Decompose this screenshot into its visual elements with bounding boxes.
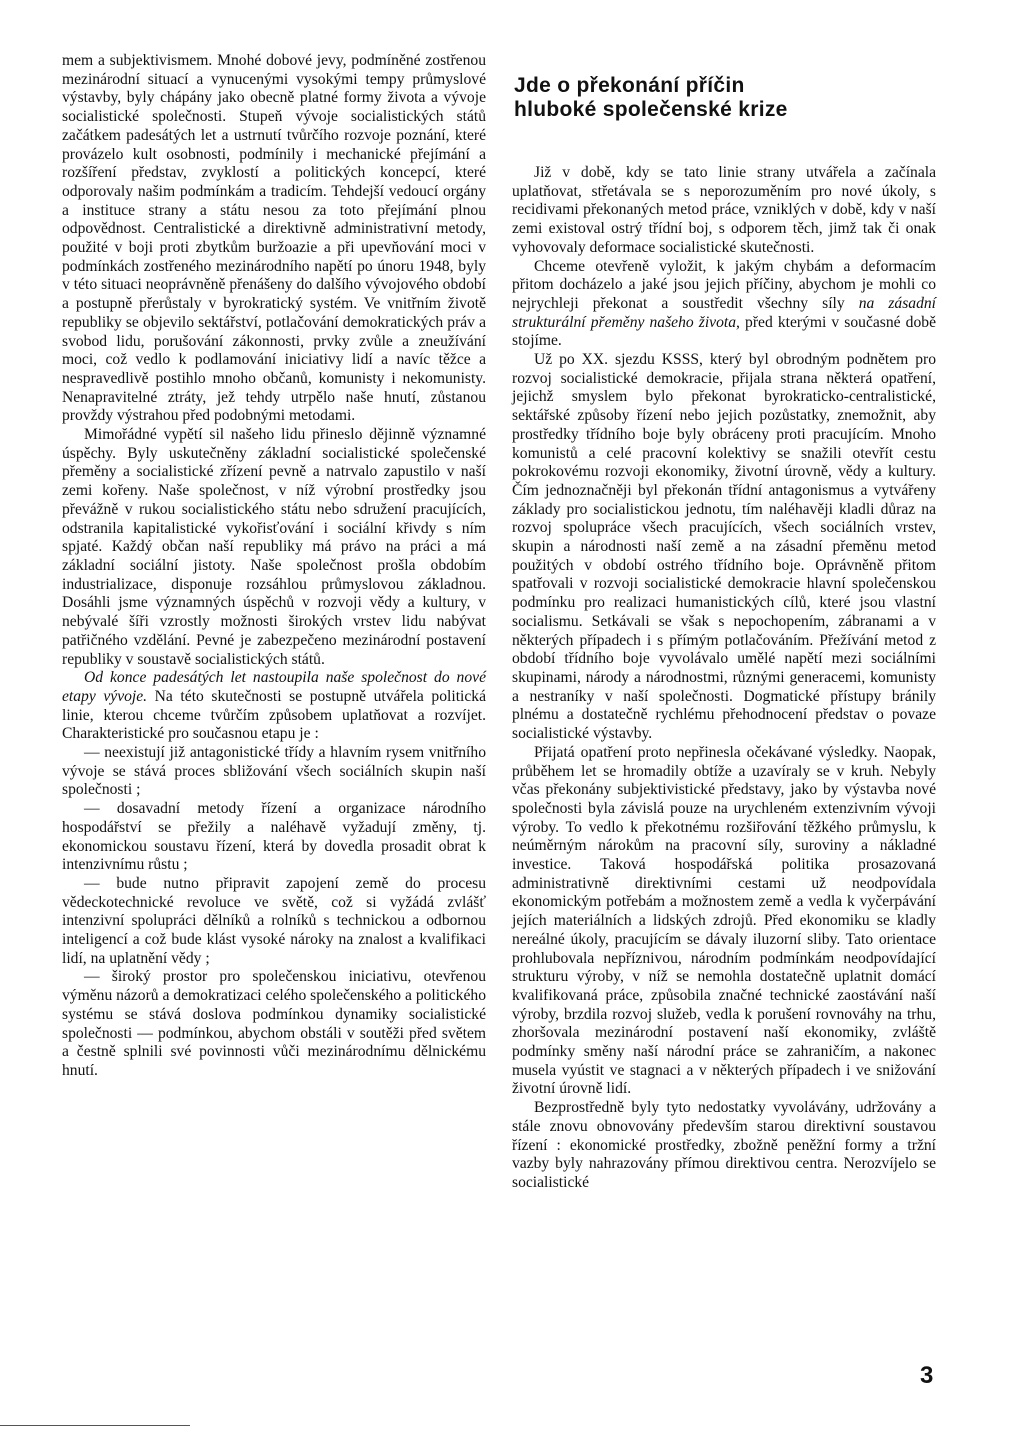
list-item: — dosavadní metody řízení a organizace národního hospodářství se přežily a naléhavě vyžadují změny, tj. ekonomickou soustavu řízení, která by dovedla prosadit obrat k intenzivnímu růstu ; — [62, 800, 486, 874]
left-column — [62, 52, 486, 1081]
paragraph-text: před kterými v současné době stojíme. — [512, 313, 936, 350]
section-heading-line: Jde o překonání příčin — [514, 74, 745, 97]
emphasis-text: na zásadní strukturální přeměny našeho života, — [512, 294, 936, 331]
paragraph-text: Chceme otevřeně vyložit, k jakým chybám a deformacím přitom docházelo a jaké jsou jejich příčiny, abychom je mohli co nejrychleji překonat a soustředit všechny síly — [512, 257, 936, 312]
list-item: — bude nutno připravit zapojení země do procesu vědeckotechnické revoluce ve světě, což si vyžádá zvlášť intenzivní spolupráci dělníků a rolníků s technickou a odbornou inteligencí a což bude klást vysoké nároky na znalost a kvalifikaci lidí, na uplatnění vědy ; — [62, 874, 486, 967]
paragraph: Už po XX. sjezdu KSSS, který byl obrodným podnětem pro rozvoj socialistické demokracie, přijala strana některá opatření, jejichž smyslem bylo překonat byrokraticko-centralistické, sektářské způsoby řízení nebo jejich pozůstatky, znemožnit, aby prostředky třídního boje byly obráceny proti pracujícím. Mnoho komunistů a celé pracovní kolektivy se snažili otevřít cestu pokrokovému rozvoji ekonomiky, životní úrovně, vědy a kultury. Čím jednoznačněji byl překonán třídní antagonismus a vytvářeny základy pro socialistickou jednotu, tím naléhavěji kladli důraz na rozvoj spolupráce všech pracujících, všech sociálních vrstev, skupin a národnosti naší země a na zásadní přeměnu metod použitých v období ostrého třídního boje. Oprávněně přitom spatřovali v rozvoji socialistické demokracie hlavní společenskou podmínku pro realizaci humanistických cílů, které jsou vlastní socialismu. Setkávali se však s nepochopením, zábranami a v některých případech i s přímým potlačováním. Přežívání metod z období třídního boje vyvolávalo umělé napětí mezi sociálními skupinami, národy a národnostmi, různými generacemi, komunisty a nestraníky v naší společnosti. Dogmatické přístupy bránily plnému a dostatečně rychlému přehodnocení představ o povaze socialistické výstavby. — [512, 351, 936, 743]
paragraph — [512, 258, 936, 352]
paragraph: Mimořádné vypětí sil našeho lidu přineslo dějinně významné úspěchy. Byly uskutečněny základní socialistické společenské přeměny a socialistické zřízení pevně a natrvalo zapustilo v naší zemi kořeny. Naše společnost, v níž výrobní prostředky jsou převážně v rukou socialistického státu nebo sdružení pracujících, odstranila kapitalistické vykořisťování i sociální křivdy s ním spjaté. Každý občan naší republiky má právo na práci a má základní sociální jistoty. Naše společnost prošla obdobím industrializace, disponuje rozsáhlou průmyslovou základnou. Dosáhli jsme významných úspěchů v rozvoji vědy a kultury, v nebývalé šíři vzrostly možnosti širokých vrstev lidu nabývat patřičného vzdělání. Pevné je zabezpečeno mezinárodní postavení republiky v soustavě socialistických států. — [62, 426, 486, 668]
footer-rule — [0, 1425, 190, 1426]
section-heading-line: hluboké společenské krize — [514, 98, 788, 121]
page-number: 3 — [920, 1362, 934, 1389]
list-item: — neexistují již antagonistické třídy a hlavním rysem vnitřního vývoje se stává proces sbližování všech sociálních skupin naší společnosti ; — [62, 744, 486, 799]
list-item: — široký prostor pro společenskou iniciativu, otevřenou výměnu názorů a demokratizaci celého společenského a politického systému se stává doslova podmínkou dynamiky socialistické společnosti — podmínkou, abychom obstáli v soutěži před světem a čestně splnili své povinnosti vůči mezinárodnímu dělnickému hnutí. — [62, 968, 486, 1079]
right-column — [512, 64, 936, 1193]
section-heading — [514, 74, 936, 122]
paragraph: Již v době, kdy se tato linie strany utvářela a začínala uplatňovat, střetávala se s neporozuměním pro nové úkoly, s recidivami překonaných metod práce, vzniklých v době, kdy v naší zemi existoval ostrý třídní boj, s odporem těch, jimž tak či onak vyhovovaly deformace socialistické skutečnosti. — [512, 164, 936, 256]
paragraph: mem a subjektivismem. Mnohé dobové jevy, podmíněné zostřenou mezinárodní situací a vynucenými vysokými tempy průmyslové výstavby, byly chápány jako obecně platné formy života a vývoje socialistické společnosti. Stupeň vývoje socialistických států začátkem padesátých let a ustrnutí tvůrčího rozvoje poznání, které provázelo kult osobnosti, podmínily i mechanické přejímání a rozšíření představ, zvyklostí a politických koncepcí, které odporovaly našim podmínkám a tradicím. Tehdejší vedoucí orgány a instituce strany a státu nesou za toto přejímání plnou odpovědnost. Centralistické a direktivně administrativní metody, použité v boji proti zbytkům buržoazie a při upevňování moci v podmínkách zostřeného mezinárodního napětí po únoru 1948, byly v této situaci neoprávněně přenášeny do dalšího vývojového období a postupně přerůstaly v byrokratický systém. Ve vnitřním životě republiky se objevilo sektářství, potlačování demokratických práv a svobod lidu, porušování zákonnosti, prvky zvůle a zneužívání moci, což vedlo k podlamování iniciativy lidí a navíc těžce a nespravedlivě postihlo mnoho občanů, komunisty i nekomunisty. Nenapravitelné ztráty, jež tehdy utrpělo naše hnutí, zůstanou provždy výstrahou před podobnými metodami. — [62, 52, 486, 425]
emphasis-text: Od konce padesátých let nastoupila naše společnost do nové etapy vývoje. — [62, 669, 486, 705]
paragraph: Přijatá opatření proto nepřinesla očekávané výsledky. Naopak, průběhem let se hromadily obtíže a uzavíraly se v kruh. Nebyly včas překonány subjektivistické představy, jako by výstavba nové společnosti byla závislá pouze na urychleném extenzivním vývoji výroby. To vedlo k překotnému rozšiřování těžkého průmyslu, k neúměrným nárokům na pracovní síly, suroviny a nákladné investice. Taková hospodářská politika prosazovaná administrativně direktivními cestami už neodpovídala ekonomickým potřebám a možnostem země a vedla k vyčerpávání jejích materiálních a lidských zdrojů. Před ekonomiku se kladly nereálné úkoly, pracujícím se dávaly iluzorní sliby. Tato orientace prohlubovala nepříznivou, národním podmínkám neodpovídající strukturu výroby, v níž se nemohla dostatečně uplatnit domácí kvalifikovaná práce, způsobila značné technické zaostávání naší výroby, brzdila rozvoj služeb, vedla k porušení rovnováhy na trhu, zhoršovala mezinárodní postavení naší ekonomiky, zvláště podmínky směny naší národní práce se zahraničím, a nakonec musela vyústit ve stagnaci a v některých případech i ve snižování životní úrovně lidí. — [512, 743, 936, 1098]
paragraph-text: Na této skutečnosti se postupně utvářela politická linie, kterou chceme tvůrčím způsobem uplatňovat a rozvíjet. Charakteristické pro současnou etapu je : — [62, 687, 486, 743]
paragraph: Bezprostředně byly tyto nedostatky vyvolávány, udržovány a stále znovu obnovovány především starou direktivní soustavou řízení : ekonomické prostředky, zbožně peněžní formy a tržní vazby byly nahrazovány přímou direktivou centra. Nerozvíjelo se socialistické — [512, 1099, 936, 1191]
paragraph — [62, 669, 486, 744]
